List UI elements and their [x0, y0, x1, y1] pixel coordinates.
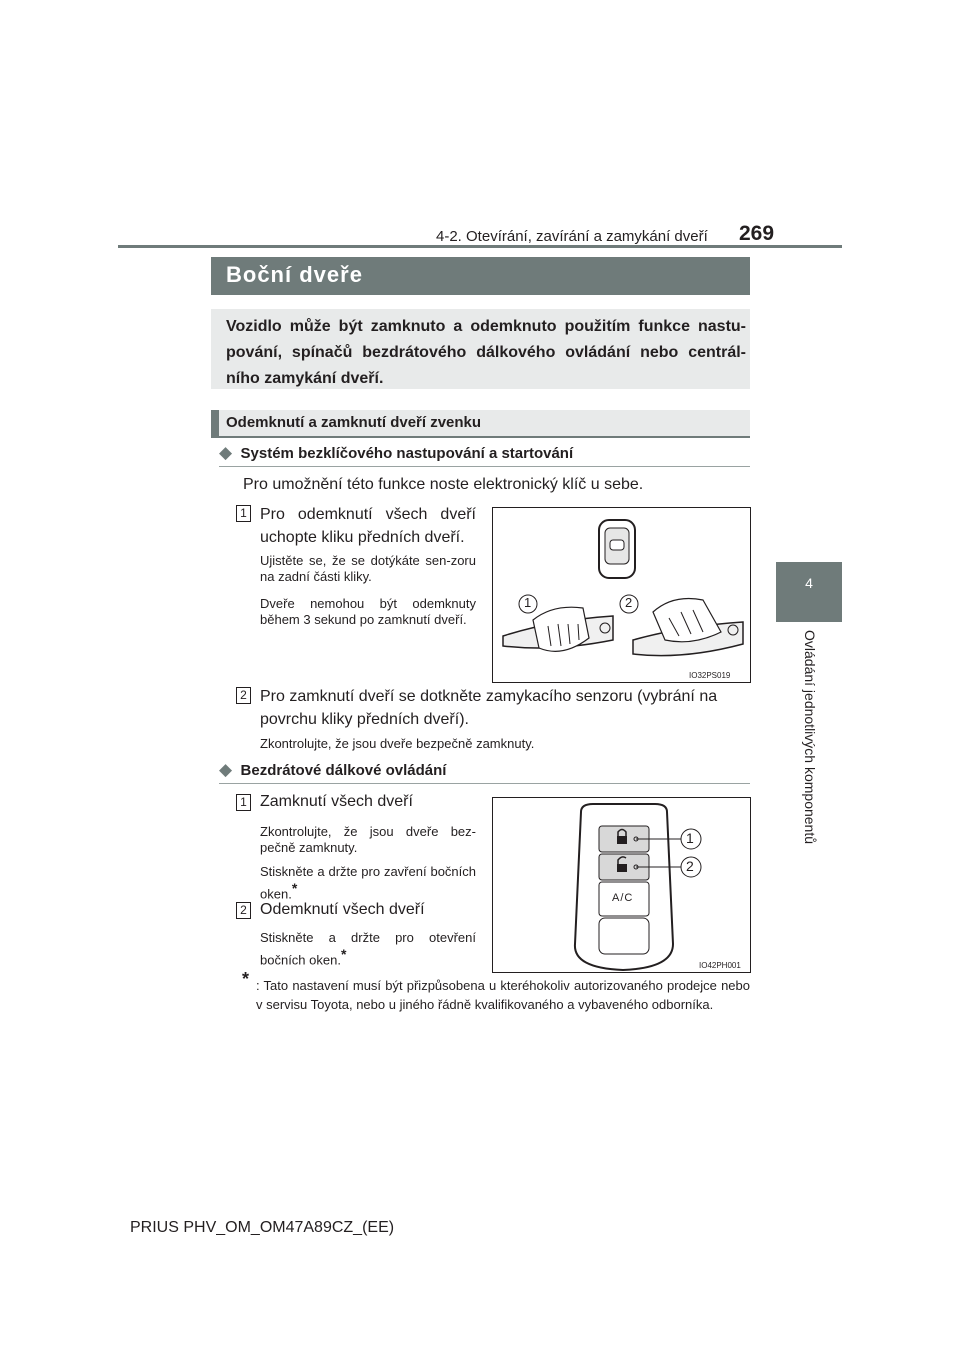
document-footer: PRIUS PHV_OM_OM47A89CZ_(EE) — [130, 1219, 395, 1236]
section2-item1-note1: Zkontrolujte, že jsou dveře bez-pečně zamknuty. — [260, 824, 476, 855]
header-rule — [118, 245, 842, 248]
section2-item2-note-text: Stiskněte a držte pro otevření bočních oken. — [260, 930, 476, 968]
chapter-tab — [776, 562, 842, 622]
section2-heading-text: Bezdrátové dálkové ovládání — [240, 762, 447, 779]
figure2-callout-1: 1 — [686, 830, 694, 846]
chapter-title: Ovládání jednotlivých komponentů — [802, 630, 818, 845]
figure1-callout-1: 1 — [524, 595, 532, 610]
section2-item2-note — [260, 930, 476, 968]
footnote-text: : Tato nastavení musí být přizpůsobena u kteréhokoliv autorizovaného prodejce nebo v servisu Toyota, nebo u jiného řádně kvalifikovaného a vybaveného odborníka. — [256, 978, 750, 1012]
section2-heading — [219, 760, 446, 780]
door-handle-figure — [492, 507, 751, 683]
item-number-box: 1 — [236, 794, 251, 811]
page-title: Boční dveře — [226, 262, 363, 287]
page-number: 269 — [739, 222, 775, 245]
section2-item2-text: Odemknutí všech dveří — [260, 901, 425, 918]
figure1-callout-2: 2 — [625, 595, 633, 610]
figure1-code: IO32PS019 — [689, 671, 731, 680]
subheading: Odemknutí a zamknutí dveří zvenku — [226, 414, 482, 431]
diamond-icon: ◆ — [219, 760, 233, 779]
item-number-box: 2 — [236, 687, 251, 704]
section1-lead: Pro umožnění této funkce noste elektronický klíč u sebe. — [243, 476, 644, 493]
subheading-rule — [211, 436, 750, 438]
intro-text: Vozidlo může být zamknuto a odemknuto použitím funkce nastu-pování, spínačů bezdrátového dálkového ovládání nebo centrál-ního zamykání dveří. — [226, 318, 746, 387]
door-handle-illustration — [493, 508, 750, 682]
section2-item1-note2 — [260, 864, 476, 902]
section1-item1-note2: Dveře nemohou být odemknuty během 3 sekund po zamknutí dveří. — [260, 596, 476, 627]
asterisk: * — [291, 880, 298, 896]
section2-item1-note2-text: Stiskněte a držte pro zavření bočních oken. — [260, 864, 476, 902]
section1-item2-note: Zkontrolujte, že jsou dveře bezpečně zamknuty. — [260, 736, 535, 751]
section2-rule — [219, 783, 750, 784]
running-header: 4-2. Otevírání, zavírání a zamykání dveří — [436, 228, 708, 245]
chapter-number: 4 — [805, 575, 813, 591]
section1-item1-note1: Ujistěte se, že se dotýkáte sen-zoru na zadní části kliky. — [260, 553, 476, 584]
diamond-icon: ◆ — [219, 443, 233, 462]
section1-item1-text: Pro odemknutí všech dveří uchopte kliku předních dveří. — [260, 506, 476, 546]
figure2-callout-2: 2 — [686, 858, 694, 874]
figure2-code: IO42PH001 — [699, 961, 741, 970]
key-fob-figure — [492, 797, 751, 973]
section2-item1-text: Zamknutí všech dveří — [260, 793, 413, 810]
item-number-box: 2 — [236, 902, 251, 919]
section1-rule — [219, 466, 750, 467]
ac-button-label: A/C — [612, 892, 634, 904]
asterisk: * — [340, 946, 347, 962]
subheading-accent — [211, 410, 219, 436]
section1-heading-text: Systém bezklíčového nastupování a startování — [240, 445, 574, 462]
section1-item2-text: Pro zamknutí dveří se dotkněte zamykacího senzoru (vybrání na povrchu kliky předních dveří). — [260, 688, 718, 728]
footnote-mark: * — [242, 969, 250, 989]
key-fob-illustration — [493, 798, 750, 972]
item-number-box: 1 — [236, 505, 251, 522]
section1-heading — [219, 443, 573, 463]
